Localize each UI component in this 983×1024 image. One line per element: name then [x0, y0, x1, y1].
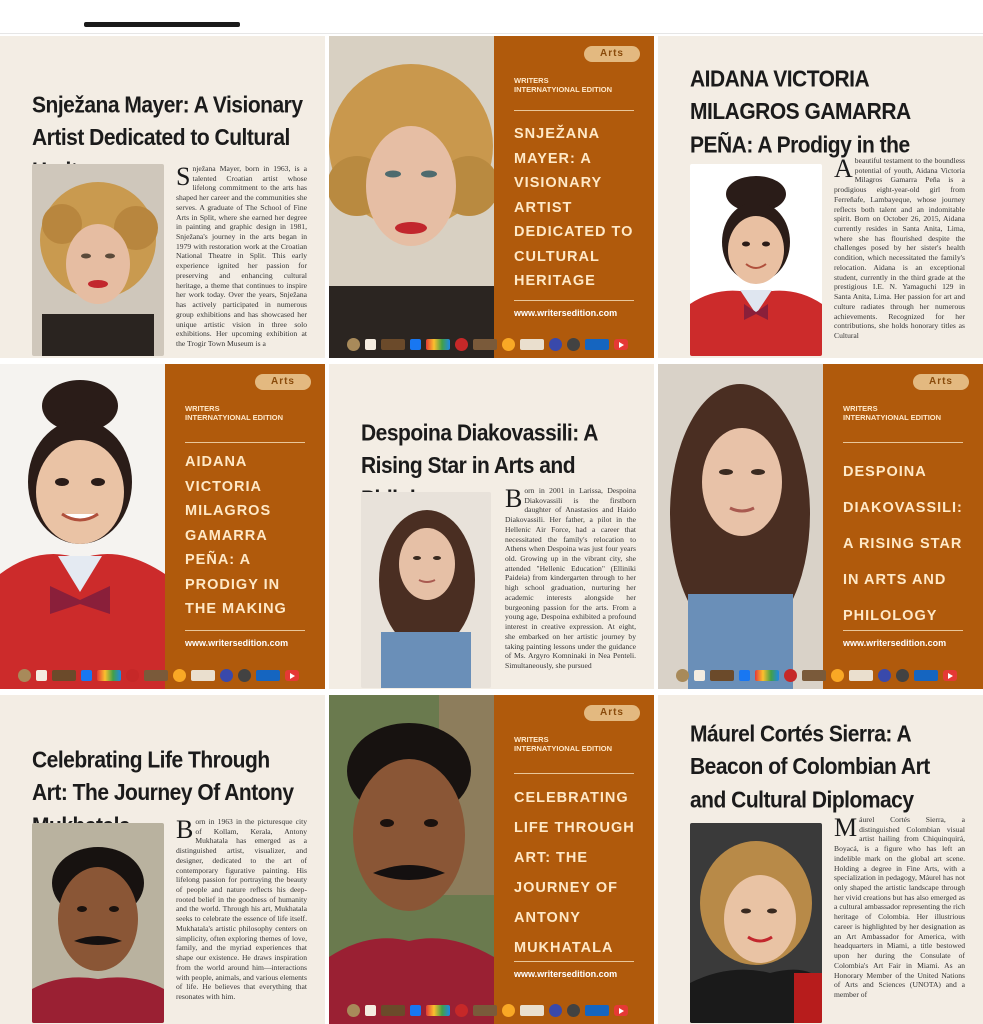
partner-logo-icon	[191, 670, 215, 681]
edition-label: WRITERS INTERNATYIONAL EDITION	[185, 404, 284, 423]
portrait-image	[690, 823, 822, 1023]
category-badge: Arts	[584, 705, 640, 721]
divider	[843, 630, 963, 631]
youtube-icon	[614, 1005, 628, 1016]
facebook-icon	[81, 670, 92, 681]
partner-logos	[0, 665, 325, 685]
partner-logo-icon	[585, 339, 609, 350]
partner-logo-icon	[802, 670, 826, 681]
partner-logo-icon	[549, 1004, 562, 1017]
partner-logo-icon	[97, 670, 121, 681]
post-tile-aidana-article[interactable]	[658, 36, 983, 358]
category-badge: Arts	[584, 46, 640, 62]
poster-photo	[658, 364, 823, 689]
divider	[514, 773, 634, 774]
partner-logo-icon	[52, 670, 76, 681]
portrait-image	[329, 36, 494, 358]
article-body	[834, 815, 965, 1023]
portrait-image	[0, 364, 165, 689]
poster-panel	[494, 36, 654, 358]
partner-logo-icon	[426, 1005, 450, 1016]
partner-logo-icon	[144, 670, 168, 681]
partner-logo-icon	[455, 338, 468, 351]
top-bar	[0, 0, 983, 34]
article-dropcap: B	[176, 817, 194, 844]
partner-logo-icon	[878, 669, 891, 682]
category-badge: Arts	[913, 374, 969, 390]
article-photo	[690, 164, 822, 356]
article-headline: Celebrating Life Through Art: The Journey Of Antony	[32, 748, 294, 806]
portrait-image	[32, 164, 164, 356]
poster-photo	[329, 695, 494, 1024]
partner-logo-icon	[126, 669, 139, 682]
article-body-text: beautiful testament to the boundless potential of youth, Aidana Victoria Milagros Gamarra Peña is a prodigious eight-year-old girl from Ferreñafe, Lambayeque, whose journey reflects both talent and an indomitable spirit. Born on October 26, 2015, Aidana currently resides in Santa Anita, Lima, where she has flourished despite the challenges posed by her sister's health condition, which necessitated the family's relocation. Aidana is an exceptional student, currently in the third grade at the prestigious I.E. N. Yamaguchi 129 in Santa Anita, Lima. Her passion for art and culture radiates through her numerous achievements. Recognized for her contributions, she holds honorary titles as Cultural	[834, 156, 965, 340]
poster-title: SNJEŽANA MAYER: A VISIONARY ARTIST DEDICATED TO CULTURAL HERITAGE	[514, 126, 634, 289]
portrait-image	[658, 364, 823, 689]
post-tile-antony-poster[interactable]	[329, 695, 654, 1024]
partner-logo-icon	[549, 338, 562, 351]
article-body-text: áurel Cortés Sierra, a distinguished Colombian visual artist hailing from Chiquinquirá, Boyacá, is a figure who has left an indelible mark on the global art scene. Holding a degree in Fine Arts, with a specialization in pedagogy, Máurel has not only shaped the artistic landscape through her vivid creations but has also emerged as a cultural ambassador representing the rich heritage of Colombia. Her illustrious career is highlighted by her designation as an Art Ambassador for America, with headquarters in Miami, a title bestowed upon her during the Consulate of Colombia's Art Fair in Miami. As an Honorary Member of the United Nations of Arts and Sciences (UNOTA) and a member of	[834, 815, 965, 999]
post-grid	[0, 36, 983, 1024]
website-link[interactable]: www.writersedition.com	[514, 308, 618, 318]
article-headline: AIDANA VICTORIA MILAGROS GAMARRA PEÑA: A Prodigy in the	[690, 67, 910, 158]
partner-logo-icon	[755, 670, 779, 681]
divider	[514, 300, 634, 301]
article-headline: Snježana Mayer: A Visionary Artist Dedicated to Cultural	[32, 93, 303, 151]
article-body-text: orn in 1963 in the picturesque city of Kollam, Kerala, Antony Mukhatala has emerged as a distinguished artist, visualizer, and designer, dedicated to the art of contemporary figurative painting. His lifelong passion for portraying the beauty of people and nature reflects his deep-rooted belief in the goodness of humanity and the world. Through his art, Mukhatala seeks to celebrate the essence of life itself. Mukhatala's artistic philosophy centers on simplicity, often exploring themes of love, family, and the myriad experiences that shape our existence. He draws inspiration from the world around him—interactions with people, animals, and various elements of life. He believes that everything that resonates with him.	[176, 817, 307, 1001]
partner-logo-icon	[238, 669, 251, 682]
partner-logo-icon	[473, 1005, 497, 1016]
partner-logo-icon	[520, 1005, 544, 1016]
partner-logo-icon	[849, 670, 873, 681]
partner-logo-icon	[473, 339, 497, 350]
edition-label: WRITERS INTERNATYIONAL EDITION	[514, 76, 613, 95]
website-link[interactable]: www.writersedition.com	[843, 638, 947, 648]
edition-label: WRITERS INTERNATYIONAL EDITION	[514, 735, 613, 754]
partner-logo-icon	[831, 669, 844, 682]
partner-logo-icon	[381, 339, 405, 350]
post-tile-snjezana-article[interactable]	[0, 36, 325, 358]
partner-logos	[329, 1000, 654, 1020]
category-badge: Arts	[255, 374, 311, 390]
partner-logo-icon	[567, 338, 580, 351]
partner-logo-icon	[694, 670, 705, 681]
article-dropcap: M	[834, 815, 858, 842]
active-tab-indicator	[84, 22, 240, 27]
website-link[interactable]: www.writersedition.com	[185, 638, 289, 648]
partner-logo-icon	[896, 669, 909, 682]
post-tile-despoina-poster[interactable]	[658, 364, 983, 689]
partner-logo-icon	[256, 670, 280, 681]
article-photo	[361, 492, 491, 688]
divider	[514, 961, 634, 962]
partner-logos	[329, 334, 654, 354]
partner-logo-icon	[676, 669, 689, 682]
portrait-image	[690, 164, 822, 356]
partner-logo-icon	[36, 670, 47, 681]
post-tile-snjezana-poster[interactable]	[329, 36, 654, 358]
partner-logo-icon	[347, 338, 360, 351]
post-tile-antony-article[interactable]	[0, 695, 325, 1024]
portrait-image	[329, 695, 494, 1024]
article-dropcap: S	[176, 164, 191, 191]
partner-logo-icon	[567, 1004, 580, 1017]
youtube-icon	[614, 339, 628, 350]
website-link[interactable]: www.writersedition.com	[514, 969, 618, 979]
partner-logo-icon	[365, 339, 376, 350]
poster-panel	[823, 364, 983, 689]
partner-logo-icon	[173, 669, 186, 682]
divider	[514, 110, 634, 111]
poster-title: CELEBRATING LIFE THROUGH ART: THE JOURNEY OF ANTONY MUKHATALA	[514, 790, 635, 956]
divider	[843, 442, 963, 443]
poster-panel	[165, 364, 325, 689]
partner-logo-icon	[914, 670, 938, 681]
article-headline: Máurel Cortés Sierra: A Beacon of Colombian Art and Cultural Diplomacy	[690, 722, 930, 813]
poster-title: AIDANA VICTORIA MILAGROS GAMARRA PEÑA: A PRODIGY IN THE MAKING	[185, 454, 287, 617]
youtube-icon	[943, 670, 957, 681]
article-body-text: nježana Mayer, born in 1963, is a talented Croatian artist whose lifelong commitment to the arts has shaped her career and the communities she serves. A graduate of The School of Fine Arts in Split, where she earned her degree in painting and graphic design in 1981, Snježana's journey in the arts began in 1979 with restoration work at the Croatian National Theatre in Split. This early experience ignited her passion for preserving and enhancing cultural heritage, a theme that continues to inspire her work today. Over the years, Snježana has actively participated in numerous group exhibitions and has showcased her unique artistic vision in three solo exhibitions. Her upcoming exhibition at the Trogir Town Museum is a	[176, 164, 307, 348]
divider	[185, 442, 305, 443]
youtube-icon	[285, 670, 299, 681]
facebook-icon	[739, 670, 750, 681]
partner-logo-icon	[710, 670, 734, 681]
poster-photo	[0, 364, 165, 689]
article-photo	[690, 823, 822, 1023]
article-body	[176, 817, 307, 1023]
article-body	[505, 486, 636, 686]
portrait-image	[361, 492, 491, 688]
partner-logos	[658, 665, 983, 685]
article-dropcap: A	[834, 156, 853, 183]
portrait-image	[32, 823, 164, 1023]
partner-logo-icon	[455, 1004, 468, 1017]
article-photo	[32, 823, 164, 1023]
divider	[185, 630, 305, 631]
partner-logo-icon	[520, 339, 544, 350]
article-headline: Despoina Diakovassili: A Rising Star in Arts and	[361, 421, 598, 479]
article-photo	[32, 164, 164, 356]
partner-logo-icon	[585, 1005, 609, 1016]
partner-logo-icon	[784, 669, 797, 682]
partner-logo-icon	[347, 1004, 360, 1017]
edition-label: WRITERS INTERNATYIONAL EDITION	[843, 404, 942, 423]
facebook-icon	[410, 339, 421, 350]
post-tile-maurel-article[interactable]	[658, 695, 983, 1024]
partner-logo-icon	[18, 669, 31, 682]
article-body	[834, 156, 965, 356]
facebook-icon	[410, 1005, 421, 1016]
poster-title: DESPOINA DIAKOVASSILI: A RISING STAR IN ARTS AND PHILOLOGY	[843, 464, 963, 624]
post-tile-despoina-article[interactable]	[329, 364, 654, 689]
article-body-text: orn in 2001 in Larissa, Despoina Diakovassili is the firstborn daughter of Anastasios and Haido Diakovassili. Her father, a pilot in the Hellenic Air Force, had a career that necessitated the family's relocation to Athens when Despoina was just four years old. Growing up in the vibrant city, she attended "Hellenic Education" (Elliniki Paideia) from kindergarten through to her high school graduation, nurturing her academic interests alongside her burgeoning passion for the arts. From a young age, Despoina exhibited a profound interest in creative expression. At eight, she embarked on her artistic journey by taking painting lessons under the guidance of Ms. Argyro Komninaki in Nea Penteli. Simultaneously, she pursued	[505, 486, 636, 670]
poster-photo	[329, 36, 494, 358]
partner-logo-icon	[381, 1005, 405, 1016]
partner-logo-icon	[502, 1004, 515, 1017]
post-tile-aidana-poster[interactable]	[0, 364, 325, 689]
partner-logo-icon	[365, 1005, 376, 1016]
partner-logo-icon	[502, 338, 515, 351]
poster-panel	[494, 695, 654, 1024]
article-body	[176, 164, 307, 356]
partner-logo-icon	[426, 339, 450, 350]
article-dropcap: B	[505, 486, 523, 513]
partner-logo-icon	[220, 669, 233, 682]
